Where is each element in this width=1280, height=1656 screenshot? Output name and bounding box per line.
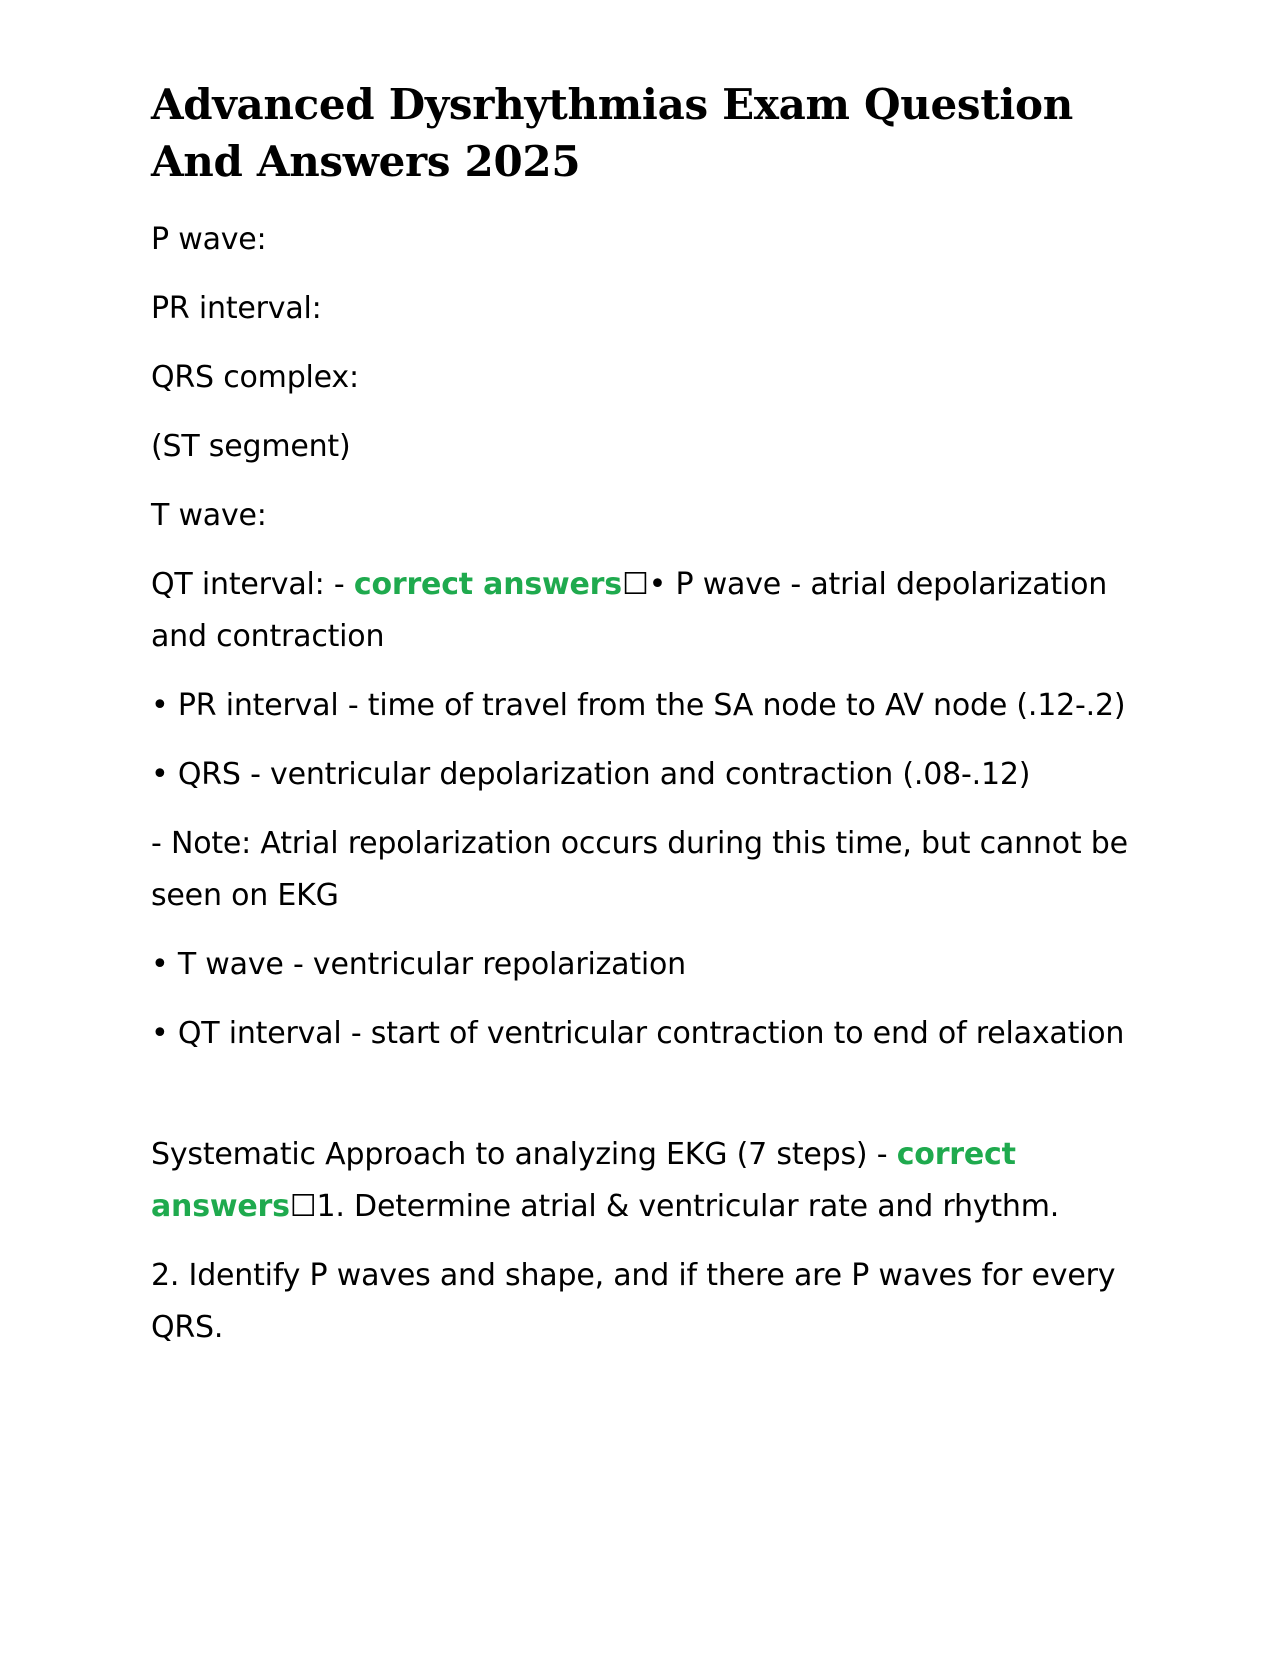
question-text: Systematic Approach to analyzing EKG (7 steps) - <box>151 1137 897 1172</box>
answer-line: • QT interval - start of ventricular contraction to end of relaxation <box>151 1016 1125 1051</box>
correct-answers-label: correct answers <box>353 567 622 602</box>
answer-marker-icon: ☐ <box>289 1189 317 1224</box>
answer-marker-icon: ☐ <box>621 567 649 602</box>
question-line: T wave: <box>151 498 267 533</box>
document-title: Advanced Dysrhythmias Exam Question And Answers 2025 <box>151 80 1073 186</box>
answer-text: • P wave - atrial depolarization and contraction <box>151 567 1108 654</box>
answer-line: • T wave - ventricular repolarization <box>151 947 686 982</box>
answer-line: - Note: Atrial repolarization occurs during this time, but cannot be seen on EKG <box>151 826 1128 913</box>
question-line: (ST segment) <box>151 429 351 464</box>
question-line: PR interval: <box>151 291 322 326</box>
answer-line: • QRS - ventricular depolarization and contraction (.08-.12) <box>151 757 1031 792</box>
correct-answers-label: correct answers <box>151 1137 1016 1224</box>
question-line: QRS complex: <box>151 360 359 395</box>
section-spacer <box>151 1077 1141 1129</box>
answer-line: • PR interval - time of travel from the SA node to AV node (.12-.2) <box>151 688 1126 723</box>
question-with-answer <box>151 559 1141 663</box>
document-page <box>151 76 1141 1371</box>
question-text: QT interval: - <box>151 567 354 602</box>
answer-line: 2. Identify P waves and shape, and if there are P waves for every QRS. <box>151 1258 1116 1345</box>
answer-text: 1. Determine atrial & ventricular rate and rhythm. <box>316 1189 1060 1224</box>
question-with-answer <box>151 1129 1141 1233</box>
question-line: P wave: <box>151 222 267 257</box>
